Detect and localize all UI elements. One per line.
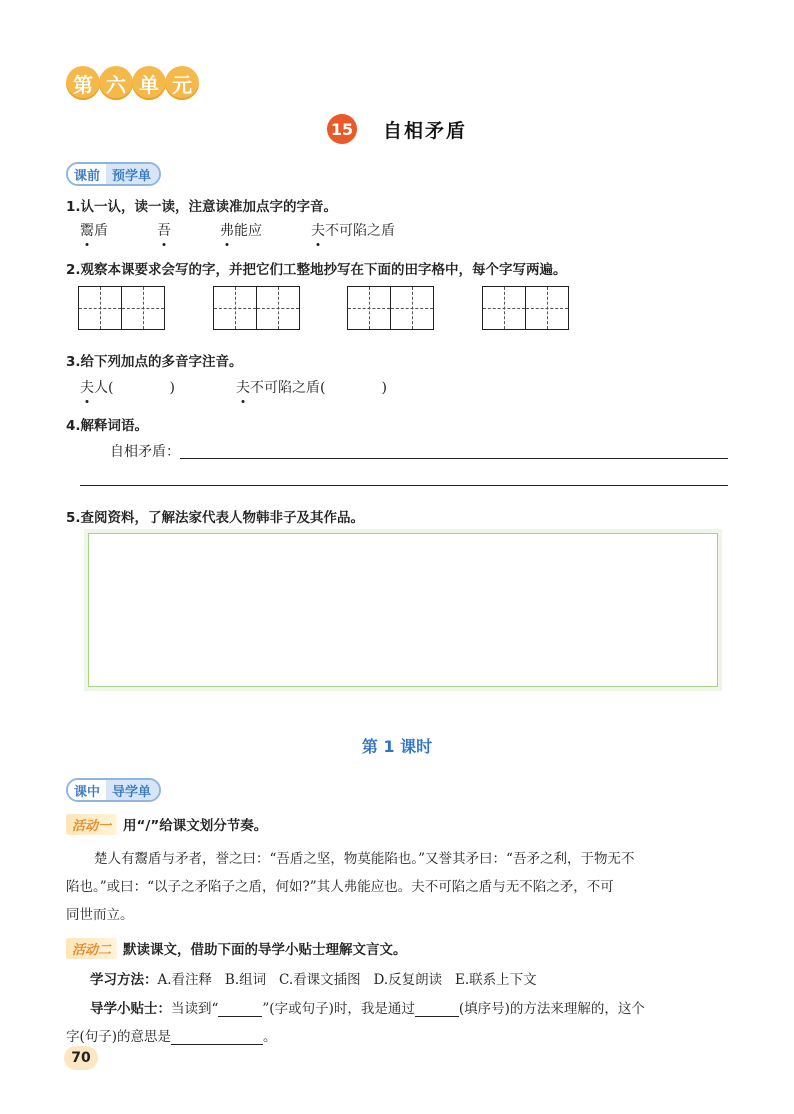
unit-char: 第 <box>66 66 100 100</box>
study-tip: 导学小贴士：当读到“ ”(字或句子)时，我是通过 (填序号)的方法来理解的，这个 <box>90 1001 645 1017</box>
activity-tag: 活动二 <box>66 938 117 959</box>
q4-term: 自相矛盾： <box>110 444 180 460</box>
q1-word: 夫不可陷之盾 <box>311 220 395 240</box>
answer-line[interactable] <box>180 458 728 459</box>
writing-grid[interactable] <box>347 286 434 330</box>
answer-line[interactable] <box>80 485 728 486</box>
question-4: 4.解释词语。 <box>66 418 149 434</box>
grid-cell[interactable] <box>213 286 257 330</box>
activity-2 <box>66 938 407 959</box>
activity-instruction: 默读课文，借助下面的导学小贴士理解文言文。 <box>123 942 407 958</box>
in-class-tag <box>66 778 161 802</box>
study-methods <box>90 968 537 988</box>
grid-cell[interactable] <box>525 286 569 330</box>
writing-grid[interactable] <box>482 286 569 330</box>
grid-cell[interactable] <box>390 286 434 330</box>
passage <box>80 845 740 873</box>
tag-part2: 预学单 <box>106 164 159 184</box>
passage-line: 陷也。”或曰：“以子之矛陷子之盾，何如?”其人弗能应也。夫不可陷之盾与无不陷之矛，不可 <box>66 879 614 895</box>
q1-word: 吾 <box>157 220 171 240</box>
passage-line: 同世而立。 <box>66 907 134 923</box>
q3-item-1: 夫人( ) <box>80 377 175 397</box>
period-title: 第 1 课时 <box>361 737 433 756</box>
q1-words <box>80 220 720 242</box>
grid-cell[interactable] <box>482 286 526 330</box>
grid-cell[interactable] <box>347 286 391 330</box>
tag-part1: 课前 <box>68 164 106 184</box>
unit-banner <box>66 66 198 100</box>
lesson-title <box>0 114 794 144</box>
lesson-name: 自相矛盾 <box>382 119 467 142</box>
unit-char: 单 <box>132 66 166 100</box>
unit-char: 元 <box>165 66 199 100</box>
answer-box[interactable] <box>88 533 718 687</box>
tag-part1: 课中 <box>68 780 106 800</box>
unit-char: 六 <box>99 66 133 100</box>
methods-list: A.看注释 B.组词 C.看课文插图 D.反复朗读 E.联系上下文 <box>157 972 537 988</box>
question-5: 5.查阅资料，了解法家代表人物韩非子及其作品。 <box>66 510 365 526</box>
lesson-number-badge: 15 <box>327 114 357 144</box>
activity-1 <box>66 814 267 835</box>
answer-blank[interactable] <box>218 1016 262 1017</box>
answer-blank[interactable] <box>171 1044 263 1045</box>
page-number: 70 <box>64 1046 98 1070</box>
grid-cell[interactable] <box>78 286 122 330</box>
writing-grid[interactable] <box>213 286 300 330</box>
q1-word: 弗能应 <box>220 220 262 240</box>
methods-label: 学习方法： <box>90 972 158 988</box>
writing-grid[interactable] <box>78 286 165 330</box>
question-1: 1.认一认，读一读，注意读准加点字的字音。 <box>66 199 338 215</box>
answer-blank[interactable] <box>415 1016 459 1017</box>
question-2: 2.观察本课要求会写的字，并把它们工整地抄写在下面的田字格中，每个字写两遍。 <box>66 262 567 278</box>
grid-cell[interactable] <box>256 286 300 330</box>
activity-tag: 活动一 <box>66 814 117 835</box>
q3-item-2: 夫不可陷之盾( ) <box>236 377 387 397</box>
pre-class-tag <box>66 162 161 186</box>
study-tip-line2: 字(句子)的意思是 。 <box>66 1029 277 1045</box>
tag-part2: 导学单 <box>106 780 159 800</box>
question-3: 3.给下列加点的多音字注音。 <box>66 354 243 370</box>
grid-cell[interactable] <box>121 286 165 330</box>
activity-instruction: 用“/”给课文划分节奏。 <box>123 818 268 834</box>
passage-cont <box>66 873 736 929</box>
tip-label: 导学小贴士： <box>90 1001 171 1017</box>
passage-line: 楚人有鬻盾与矛者，誉之曰：“吾盾之坚，物莫能陷也。”又誉其矛曰：“吾矛之利，于物无不 <box>94 851 635 867</box>
q1-word: 鬻盾 <box>80 220 108 240</box>
